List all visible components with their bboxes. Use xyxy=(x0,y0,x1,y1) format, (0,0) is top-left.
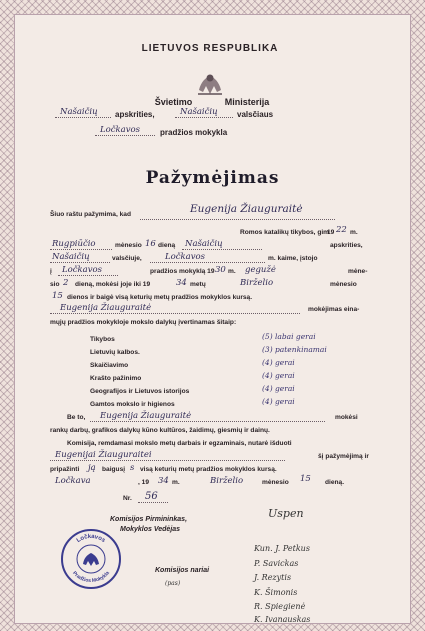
district-label: valsčiaus xyxy=(237,110,274,119)
school-stamp xyxy=(60,528,122,590)
subject-name: Lietuvių kalbos. xyxy=(90,349,140,356)
birth-year-handwritten: 22 xyxy=(336,225,347,235)
birth-county-label: apskrities, xyxy=(330,242,363,249)
subject-grade: (4) gerai xyxy=(262,371,295,380)
leave-year-handwritten: 34 xyxy=(176,278,187,288)
completed-label: dienos ir baigė visą keturių metų pradžios mokyklos kursą. xyxy=(67,294,253,301)
student-name3-handwritten: Eugenija Žiauguraitė xyxy=(100,411,192,421)
certificate-label: šį pažymėjimą ir xyxy=(318,453,369,460)
entered-label: pradžios mokyklą 19 xyxy=(150,268,215,275)
date-day-label: dieną. xyxy=(325,479,345,486)
knowledge-label-2: mųjų pradžios mokykloje mokslo dalykų įvertinamas šitaip: xyxy=(50,319,237,326)
enter-school-handwritten: Ločkavos xyxy=(62,265,103,275)
stamp-bottom-text: Pradžios Mokykla xyxy=(71,570,111,585)
learned-label: mokėsi xyxy=(335,414,358,421)
school-label: pradžios mokykla xyxy=(160,128,228,137)
number-label: Nr. xyxy=(123,495,132,502)
leave-month-handwritten: Birželio xyxy=(240,278,274,288)
subject-grade: (3) patenkinamai xyxy=(262,345,327,354)
members-label: Komisijos nariai xyxy=(155,567,210,574)
recognizes-label: baigusį xyxy=(102,466,126,473)
svg-text:Pradžios Mokykla xyxy=(71,570,111,584)
stamp-top-text: Ločkavos xyxy=(75,533,107,545)
enter-month-label: mėne- xyxy=(348,268,368,275)
knowledge-label: mokėjimas eina- xyxy=(308,306,360,313)
enter-day-label: dieną, mokėsi joje iki 19 xyxy=(75,281,151,288)
commission-label: Komisija, remdamasi mokslo metų darbais ir egzaminais, nutarė išduoti xyxy=(67,440,292,447)
learned-label-2: rankų darbų, grafikos dalykų kūno kultūros, žaidimų, giesmių ir dainų. xyxy=(50,427,270,434)
subject-name: Gamtos mokslo ir higienos xyxy=(90,401,175,408)
enter-year-suffix: m. xyxy=(228,268,236,275)
republic-heading: LIETUVOS RESPUBLIKA xyxy=(141,43,279,54)
year-prefix: 19 xyxy=(327,229,335,236)
chair-signature: Uspen xyxy=(268,507,304,520)
subject-grade: (5) labai gerai xyxy=(262,332,316,341)
student-name2-handwritten: Eugenija Žiauguraitė xyxy=(60,303,152,313)
village-label: m. kaime, įstojo xyxy=(268,255,318,262)
ministry-heading: Švietimo Ministerija xyxy=(154,97,270,107)
district-handwritten: Našaičių xyxy=(180,107,218,117)
member-signature: P. Savickas xyxy=(254,559,299,568)
member-signature: K. Šimonis xyxy=(254,588,298,597)
chair-sub-label: Mokyklos Vedėjas xyxy=(120,526,181,533)
subject-name: Skaičiavimo xyxy=(90,362,129,369)
recognizes-gender-handwritten: s xyxy=(130,463,135,473)
birth-district-label: valsčiuje, xyxy=(112,255,142,262)
student-name4-handwritten: Eugenijai Žiauguraitei xyxy=(55,450,152,460)
faith-label: Romos katalikų tikybos, gim xyxy=(240,229,330,236)
county-handwritten: Našaičių xyxy=(60,107,98,117)
member-signature: R. Spiegienė xyxy=(254,602,306,611)
certificate-title: Pažymėjimas xyxy=(145,168,280,188)
subject-grade: (4) gerai xyxy=(262,397,295,406)
number-handwritten: 56 xyxy=(145,491,158,502)
subject-name: Geografijos ir Lietuvos istorijos xyxy=(90,388,190,395)
chair-label: Komisijos Pirmininkas, xyxy=(110,516,188,523)
date-label: , 19 xyxy=(138,479,149,486)
enter-month-handwritten: gegužė xyxy=(245,265,276,275)
subject-name: Tikybos xyxy=(90,336,115,343)
subject-grade: (4) gerai xyxy=(262,384,295,393)
members-note: (pas) xyxy=(165,580,181,587)
place-handwritten: Ločkava xyxy=(55,476,91,486)
member-signature: J. Rezytis xyxy=(254,573,292,582)
date-year-handwritten: 34 xyxy=(158,476,169,486)
recognizes-handwritten: ją xyxy=(88,463,96,473)
birth-day-handwritten: 16 xyxy=(145,239,156,249)
subject-grade: (4) gerai xyxy=(262,358,295,367)
birth-county-handwritten: Našaičių xyxy=(185,239,223,249)
date-year-suffix: m. xyxy=(172,479,180,486)
leave-day-handwritten: 15 xyxy=(52,291,63,301)
birth-month-handwritten: Rugpiūčio xyxy=(52,239,96,249)
date-day-handwritten: 15 xyxy=(300,474,311,484)
enter-prefix: į xyxy=(50,268,52,275)
county-label: apskrities, xyxy=(115,110,155,119)
birth-month-label: mėnesio xyxy=(115,242,142,249)
recognizes-rest: visą keturių metų pradžios mokyklos kursą. xyxy=(140,466,277,473)
enter-year-handwritten: 30 xyxy=(215,265,226,275)
leave-year-suffix: metų xyxy=(190,281,206,288)
subject-name: Krašto pažinimo xyxy=(90,375,142,382)
svg-text:Ločkavos xyxy=(76,534,107,545)
birth-district-handwritten: Našaičių xyxy=(52,252,90,262)
intro-text: Šiuo raštu pažymima, kad xyxy=(50,211,131,218)
student-name-handwritten: Eugenija Žiauguraitė xyxy=(190,203,303,215)
enter-day-handwritten: 2 xyxy=(63,278,69,288)
member-signature: K. Ivanauskas xyxy=(254,615,311,624)
date-month-handwritten: Birželio xyxy=(210,476,244,486)
school-handwritten: Ločkavos xyxy=(100,125,141,135)
member-signature: Kun. J. Petkus xyxy=(254,544,310,553)
village-handwritten: Ločkavos xyxy=(165,252,206,262)
birth-day-label: dieną xyxy=(158,242,176,249)
leave-month-label: mėnesio xyxy=(330,281,357,288)
date-month-label: mėnesio xyxy=(262,479,289,486)
birth-year-suffix: m. xyxy=(350,229,358,236)
sio-label: sio xyxy=(50,281,60,288)
besides-label: Be to, xyxy=(67,414,86,421)
recognizes-prefix: pripažinti xyxy=(50,466,80,473)
